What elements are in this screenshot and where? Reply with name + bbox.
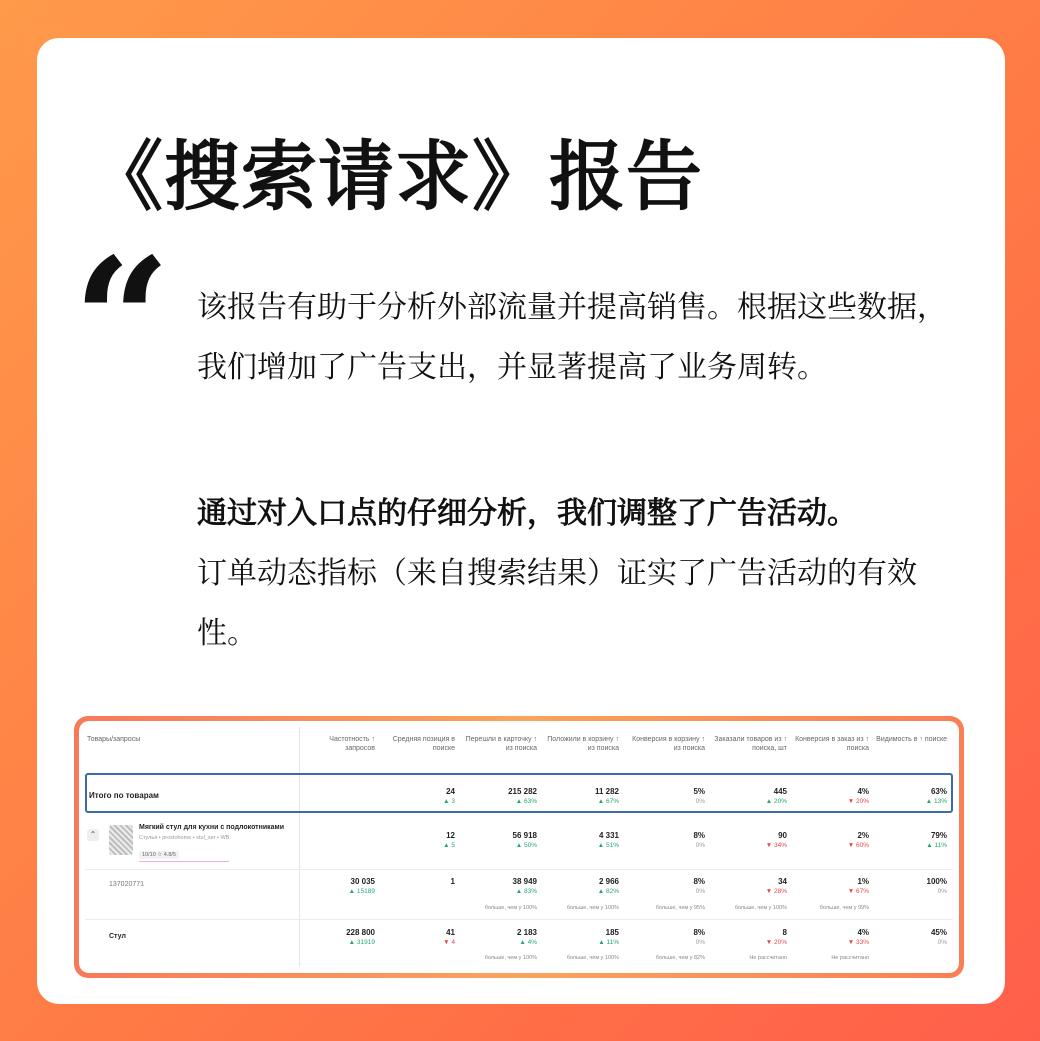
query-cell [299,877,375,897]
cell-value: 45% [930,928,947,937]
query-cell [629,928,705,948]
column-header[interactable]: Конверсия в заказ из ↑ поиска [795,736,869,752]
cell-value: 38 949 [512,877,537,886]
cell-note: больше, чем у 100% [566,955,619,961]
column-header[interactable]: Конверсия в корзину ↑ из поиска [632,736,705,752]
cell-delta: ▲ 50% [515,842,537,849]
result-text: 订单动态指标（来自搜索结果）证实了广告活动的有效性。 [197,556,917,651]
cell-value: 2 966 [598,877,619,886]
cell-value: 34 [778,877,787,886]
cell-value: 41 [446,928,455,937]
cell-note: больше, чем у 100% [484,905,537,911]
cell-delta: ▲ 82% [597,888,619,895]
cell-delta: ▲ 4% [519,939,537,946]
product-rating-badge: 10/10 ☆ 4.8/5 [139,851,179,859]
query-cell [461,877,537,897]
cell-delta: ▲ 15189 [348,888,375,895]
product-cell [461,831,537,851]
cell-value: 445 [773,787,787,796]
cell-note: больше, чем у 100% [734,905,787,911]
row-divider [85,919,953,920]
cell-value: 215 282 [508,787,537,796]
cell-value: 1% [857,877,869,886]
search-report-table [79,721,959,973]
total-cell [379,787,455,807]
cell-delta: ▲ 31919 [348,939,375,946]
query-cell [711,928,787,948]
product-underline [139,861,229,862]
cell-delta: ▲ 13% [925,798,947,805]
cell-delta: 0% [937,939,947,946]
cell-value: 2% [857,831,869,840]
total-cell [871,787,947,807]
cell-value: 228 800 [346,928,375,937]
cell-delta: 0% [695,842,705,849]
cell-value: 4 331 [598,831,619,840]
cell-delta: ▲ 5 [443,842,455,849]
cell-delta: ▼ 60% [847,842,869,849]
cell-delta: 0% [695,798,705,805]
cell-value: 12 [446,831,455,840]
query-cell [299,928,375,948]
cell-note: больше, чем у 82% [655,955,705,961]
row-divider [85,869,953,870]
cell-delta: ▲ 11% [598,939,619,946]
cell-value: 63% [930,787,947,796]
query-cell [543,928,619,948]
cell-value: 2 183 [516,928,537,937]
query-cell [793,928,869,948]
query-row-label: 137020771 [109,881,145,888]
query-cell [543,877,619,897]
cell-delta: ▲ 3 [443,798,455,805]
cell-value: 24 [446,787,455,796]
cell-value: 8 [782,928,787,937]
cell-value: 8% [693,831,705,840]
column-header[interactable]: Частотность ↑ запросов [329,736,375,752]
cell-delta: ▲ 67% [597,798,619,805]
product-cell [871,831,947,851]
query-cell [461,928,537,948]
cell-delta: ▼ 33% [847,939,869,946]
query-cell [711,877,787,897]
collapse-chevron-icon[interactable]: ⌃ [87,829,99,841]
cell-value: 1 [450,877,455,886]
cell-note: Не рассчитано [749,955,787,961]
product-name[interactable]: Мягкий стул для кухни с подлокотниками [139,824,285,831]
cell-value: 90 [778,831,787,840]
total-cell [711,787,787,807]
query-cell [379,928,455,948]
cell-value: 8% [693,877,705,886]
column-header[interactable]: Заказали товаров из ↑ поиска, шт [714,736,787,752]
column-header[interactable]: Средняя позиция в поиске [392,736,455,752]
cell-note: Не рассчитано [831,955,869,961]
cell-value: 4% [857,787,869,796]
product-cell [793,831,869,851]
product-cell [629,831,705,851]
cell-delta: 0% [695,939,705,946]
cell-delta: ▼ 34% [765,842,787,849]
product-thumbnail[interactable] [109,825,133,855]
product-cell [711,831,787,851]
result-headline: 通过对入口点的仔细分析，我们调整了广告活动。 [197,496,857,531]
cell-value: 100% [926,877,947,886]
cell-value: 185 [605,928,619,937]
cell-note: больше, чем у 99% [819,905,869,911]
total-cell [629,787,705,807]
content-card [37,38,1005,1004]
cell-delta: ▼ 67% [847,888,869,895]
cell-delta: ▼ 28% [765,888,787,895]
cell-delta: 0% [937,888,947,895]
cell-delta: ▲ 20% [765,798,787,805]
cell-delta: ▲ 63% [515,798,537,805]
cell-delta: ▲ 11% [926,842,947,849]
column-header[interactable]: Положили в корзину ↑ из поиска [547,736,619,752]
cell-value: 56 918 [512,831,537,840]
query-cell [793,877,869,897]
cell-value: 30 035 [350,877,375,886]
cell-value: 8% [693,928,705,937]
query-cell [629,877,705,897]
cell-delta: ▼ 20% [765,939,787,946]
cell-value: 4% [857,928,869,937]
column-header-products: Товары/запросы [87,736,141,743]
cell-value: 11 282 [594,787,619,796]
query-cell [871,928,947,948]
total-cell [461,787,537,807]
cell-note: больше, чем у 100% [566,905,619,911]
total-row-label: Итого по товарам [89,791,159,800]
column-header[interactable]: Видимость в ↑ поиске [876,736,947,743]
cell-note: больше, чем у 100% [484,955,537,961]
cell-delta: ▲ 51% [597,842,619,849]
result-paragraph [197,484,957,664]
column-header[interactable]: Перешли в карточку ↑ из поиска [465,736,537,752]
query-row-label: Стул [109,933,126,940]
query-cell [871,877,947,897]
total-cell [793,787,869,807]
cell-delta: 0% [695,888,705,895]
cell-delta: ▼ 20% [847,798,869,805]
cell-value: 79% [930,831,947,840]
cell-delta: ▼ 4 [443,939,455,946]
report-screenshot-frame [74,716,964,978]
page-title: 《搜索请求》报告 [87,132,703,221]
cell-note: больше, чем у 95% [655,905,705,911]
total-cell [543,787,619,807]
product-meta: Стулья • prostohome • stul_ser • WB: [139,835,231,841]
cell-value: 5% [693,787,705,796]
cell-delta: ▲ 83% [515,888,537,895]
query-cell [379,877,455,887]
product-cell [543,831,619,851]
description-paragraph: 该报告有助于分析外部流量并提高销售。根据这些数据，我们增加了广告支出，并显著提高了业务周转。 [197,290,947,385]
quote-icon: “ [73,221,171,421]
product-cell [379,831,455,851]
